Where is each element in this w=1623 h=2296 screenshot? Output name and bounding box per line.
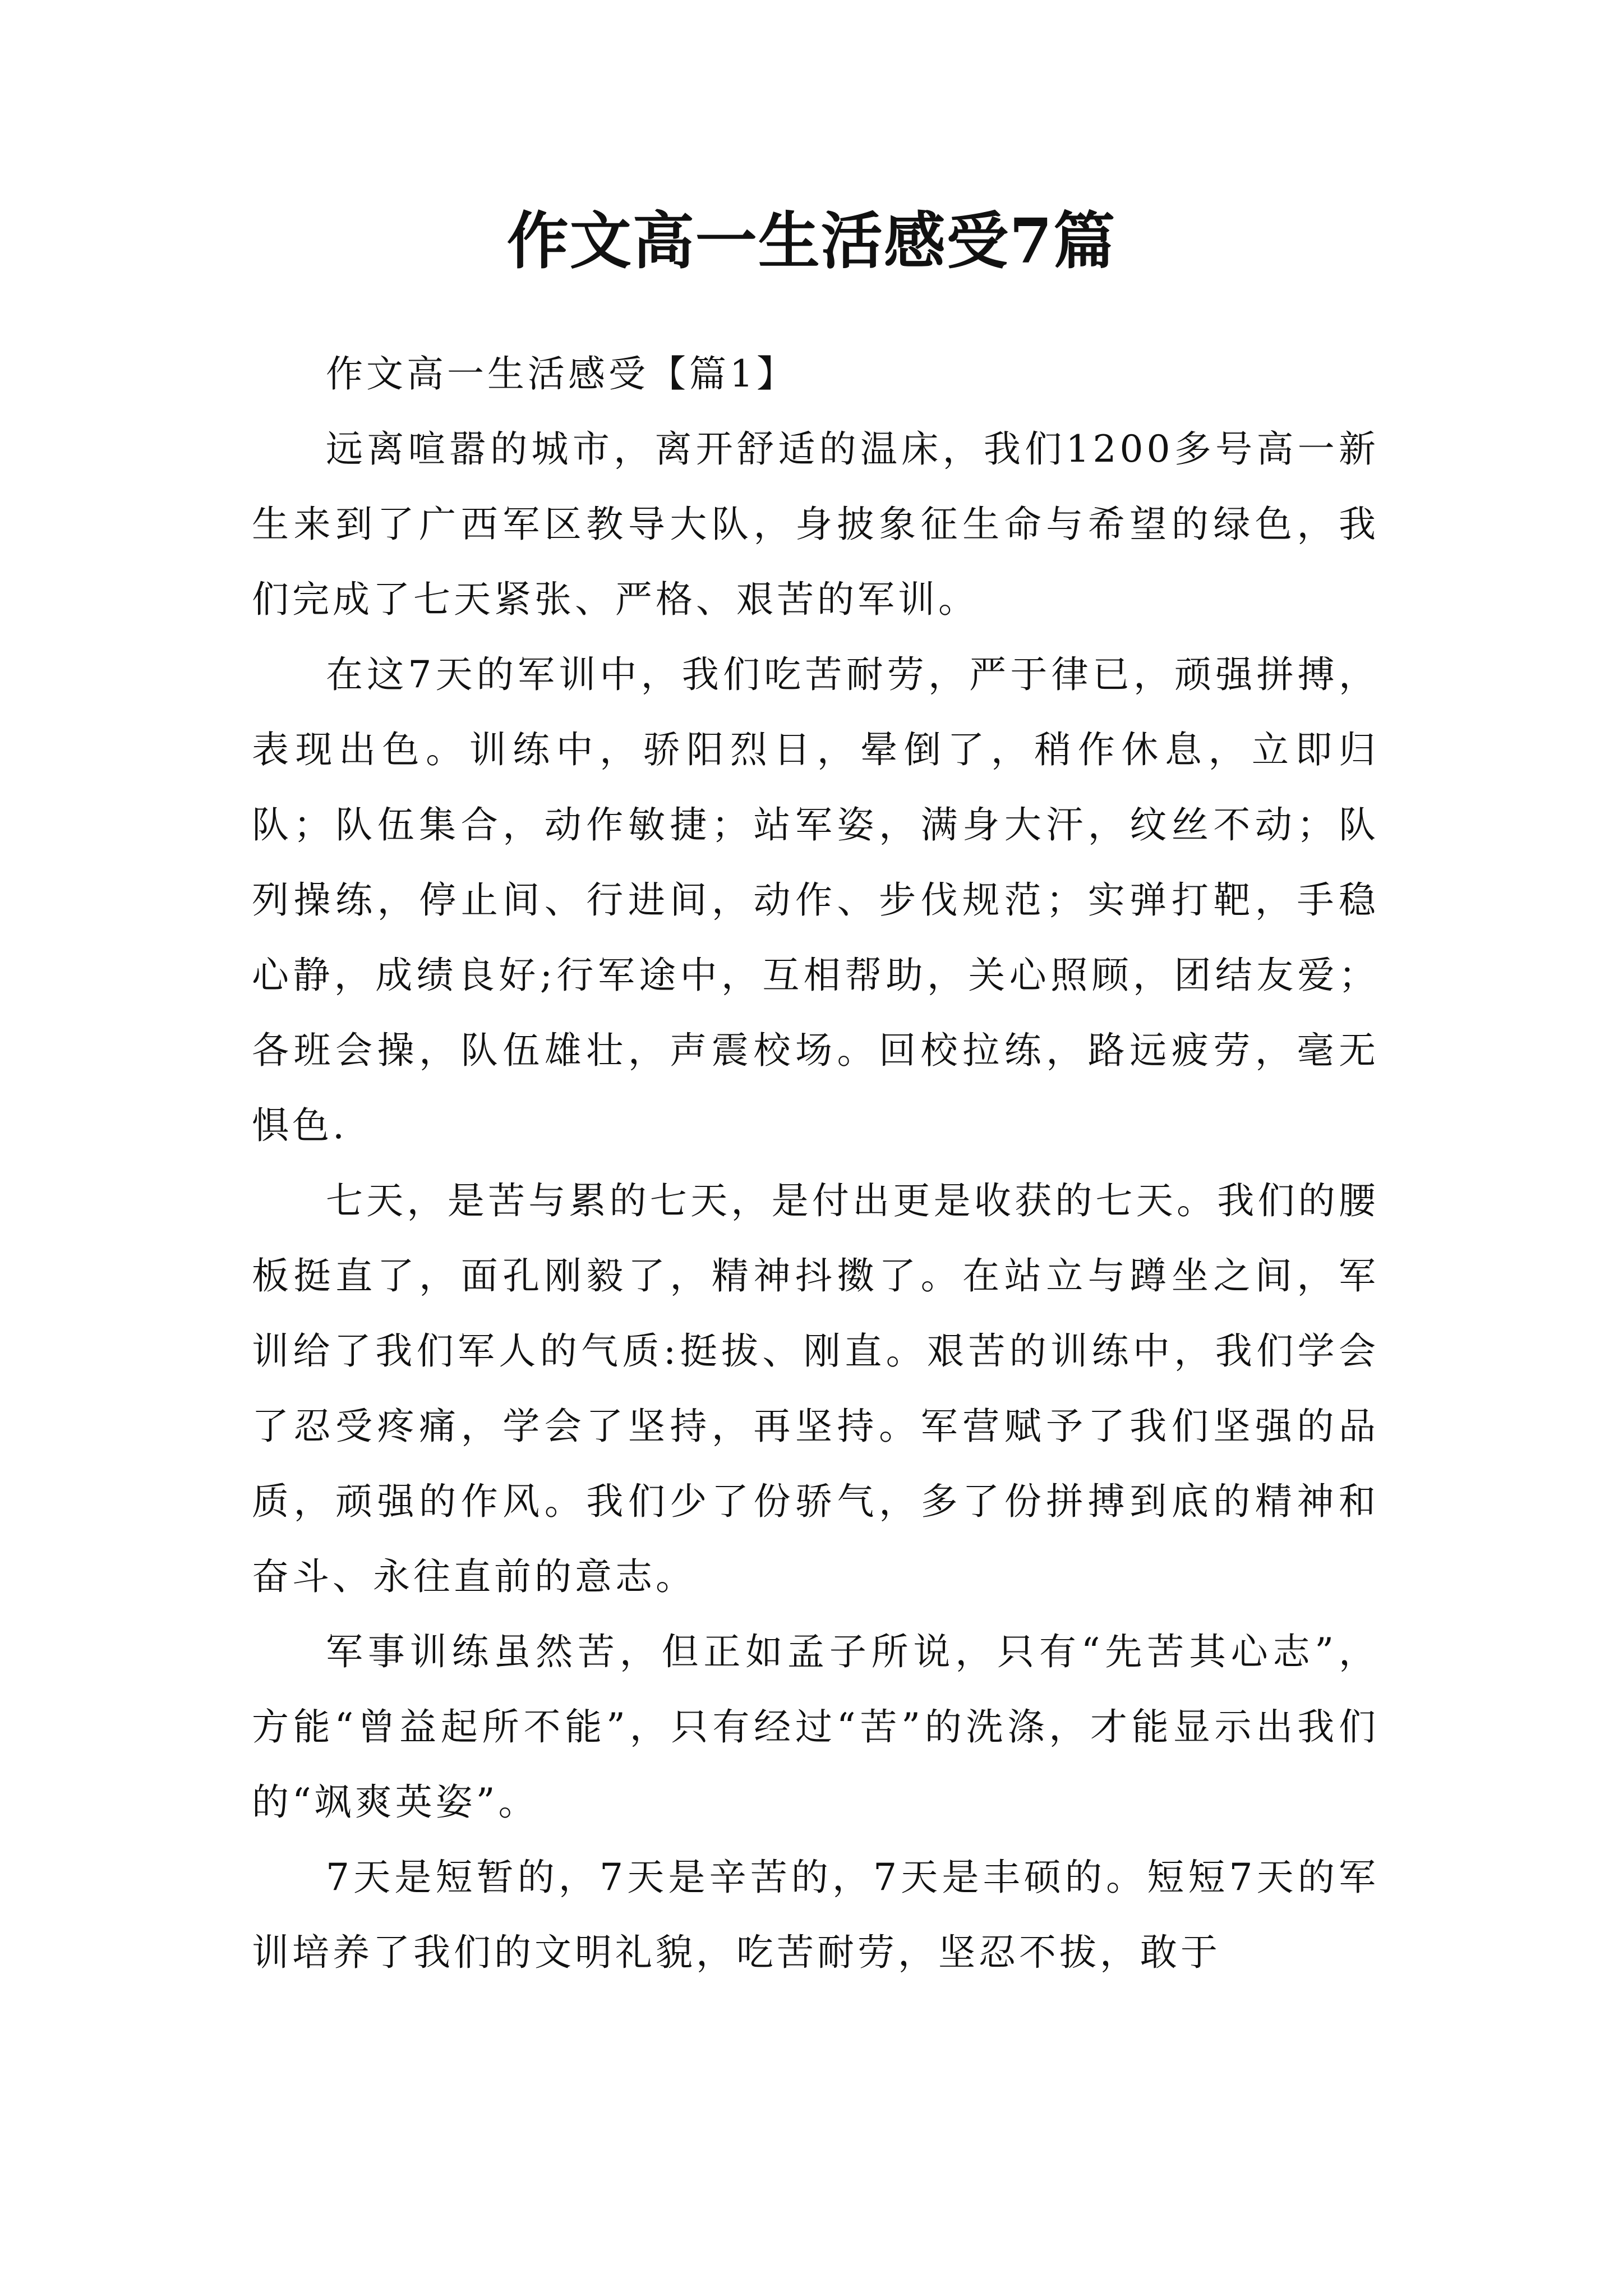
section-heading: 作文高一生活感受【篇1】 (326, 352, 797, 395)
paragraph-2: 在这7天的军训中，我们吃苦耐劳，严于律已，顽强拼搏，表现出色。训练中，骄阳烈日，晕倒了，稍作休息，立即归队；队伍集合，动作敏捷；站军姿，满身大汗，纹丝不动；队列操练，停止间、行进间，动作、步伐规范；实弹打靶，手稳心静，成绩良好;行军途中，互相帮助，关心照顾，团结友爱；各班会操，队伍雄壮，声震校场。回校拉练，路远疲劳，毫无惧色. (252, 653, 1379, 1147)
document-body (252, 337, 1379, 1990)
paragraph-1: 远离喧嚣的城市，离开舒适的温床，我们1200多号高一新生来到了广西军区教导大队，身披象征生命与希望的绿色，我们完成了七天紧张、严格、艰苦的军训。 (252, 427, 1379, 621)
paragraph-3: 七天，是苦与累的七天，是付出更是收获的七天。我们的腰板挺直了，面孔刚毅了，精神抖擞了。在站立与蹲坐之间，军训给了我们军人的气质:挺拔、刚直。艰苦的训练中，我们学会了忍受疼痛，学会了坚持，再坚持。军营赋予了我们坚强的品质，顽强的作风。我们少了份骄气，多了份拼搏到底的精神和奋斗、永往直前的意志。 (252, 1179, 1379, 1598)
document-title: 作文高一生活感受7篇 (506, 205, 1117, 277)
paragraph-4: 军事训练虽然苦，但正如孟子所说，只有“先苦其心志”，方能“曾益起所不能”，只有经过“苦”的洗涤，才能显示出我们的“飒爽英姿”。 (252, 1630, 1379, 1824)
paragraph-5: 7天是短暂的，7天是辛苦的，7天是丰硕的。短短7天的军训培养了我们的文明礼貌，吃苦耐劳，坚忍不拔，敢于 (252, 1856, 1379, 1974)
